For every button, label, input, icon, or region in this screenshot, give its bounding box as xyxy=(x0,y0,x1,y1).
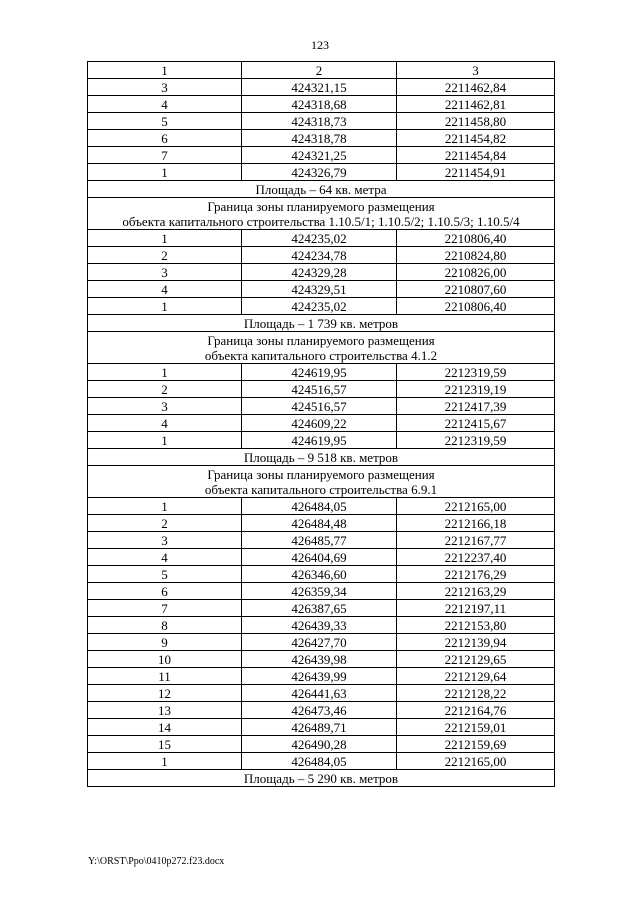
table-row xyxy=(88,79,555,96)
x-coordinate-cell: 424321,15 xyxy=(242,79,397,96)
x-coordinate-cell: 426359,34 xyxy=(242,583,397,600)
area-row xyxy=(88,449,555,466)
x-coordinate-cell: 426439,33 xyxy=(242,617,397,634)
x-coordinate-cell: 426439,99 xyxy=(242,668,397,685)
coordinates-table xyxy=(87,61,555,787)
x-coordinate-cell: 424329,28 xyxy=(242,264,397,281)
point-number-cell: 4 xyxy=(88,281,242,298)
point-number-cell: 13 xyxy=(88,702,242,719)
y-coordinate-cell: 2212153,80 xyxy=(397,617,555,634)
y-coordinate-cell: 2210807,60 xyxy=(397,281,555,298)
point-number-cell: 7 xyxy=(88,600,242,617)
y-coordinate-cell: 2212167,77 xyxy=(397,532,555,549)
x-coordinate-cell: 426387,65 xyxy=(242,600,397,617)
y-coordinate-cell: 2212319,59 xyxy=(397,432,555,449)
table-row xyxy=(88,281,555,298)
y-coordinate-cell: 2211454,82 xyxy=(397,130,555,147)
point-number-cell: 10 xyxy=(88,651,242,668)
y-coordinate-cell: 2212166,18 xyxy=(397,515,555,532)
x-coordinate-cell: 424318,68 xyxy=(242,96,397,113)
x-coordinate-cell: 426490,28 xyxy=(242,736,397,753)
table-header-row xyxy=(88,62,555,79)
y-coordinate-cell: 2212129,64 xyxy=(397,668,555,685)
table-row xyxy=(88,753,555,770)
x-coordinate-cell: 424234,78 xyxy=(242,247,397,264)
table-row xyxy=(88,634,555,651)
table-row xyxy=(88,264,555,281)
section-heading-row xyxy=(88,198,555,230)
x-coordinate-cell: 424619,95 xyxy=(242,364,397,381)
point-number-cell: 2 xyxy=(88,381,242,398)
header-col-2: 2 xyxy=(242,62,397,79)
area-text: Площадь – 9 518 кв. метров xyxy=(88,449,555,466)
y-coordinate-cell: 2212139,94 xyxy=(397,634,555,651)
x-coordinate-cell: 424318,73 xyxy=(242,113,397,130)
y-coordinate-cell: 2212159,69 xyxy=(397,736,555,753)
y-coordinate-cell: 2212417,39 xyxy=(397,398,555,415)
section-heading-line: Граница зоны планируемого размещения xyxy=(207,467,435,482)
point-number-cell: 3 xyxy=(88,79,242,96)
table-row xyxy=(88,668,555,685)
x-coordinate-cell: 424329,51 xyxy=(242,281,397,298)
table-row xyxy=(88,498,555,515)
point-number-cell: 3 xyxy=(88,398,242,415)
section-heading xyxy=(88,198,555,230)
x-coordinate-cell: 424318,78 xyxy=(242,130,397,147)
file-path: Y:\ORST\Ppo\0410p272.f23.docx xyxy=(88,856,225,867)
x-coordinate-cell: 426404,69 xyxy=(242,549,397,566)
y-coordinate-cell: 2212415,67 xyxy=(397,415,555,432)
x-coordinate-cell: 426484,48 xyxy=(242,515,397,532)
area-row xyxy=(88,315,555,332)
table-row xyxy=(88,247,555,264)
point-number-cell: 6 xyxy=(88,130,242,147)
point-number-cell: 3 xyxy=(88,264,242,281)
x-coordinate-cell: 426473,46 xyxy=(242,702,397,719)
y-coordinate-cell: 2212163,29 xyxy=(397,583,555,600)
y-coordinate-cell: 2210806,40 xyxy=(397,230,555,247)
table-row xyxy=(88,298,555,315)
table-row xyxy=(88,364,555,381)
point-number-cell: 4 xyxy=(88,96,242,113)
y-coordinate-cell: 2212164,76 xyxy=(397,702,555,719)
point-number-cell: 5 xyxy=(88,113,242,130)
point-number-cell: 1 xyxy=(88,432,242,449)
section-heading-row xyxy=(88,332,555,364)
table-row xyxy=(88,96,555,113)
table-row xyxy=(88,549,555,566)
point-number-cell: 9 xyxy=(88,634,242,651)
point-number-cell: 8 xyxy=(88,617,242,634)
table-row xyxy=(88,113,555,130)
y-coordinate-cell: 2212197,11 xyxy=(397,600,555,617)
area-row xyxy=(88,181,555,198)
x-coordinate-cell: 426489,71 xyxy=(242,719,397,736)
header-col-1: 1 xyxy=(88,62,242,79)
x-coordinate-cell: 424326,79 xyxy=(242,164,397,181)
page-number: 123 xyxy=(311,38,329,52)
x-coordinate-cell: 424235,02 xyxy=(242,230,397,247)
point-number-cell: 1 xyxy=(88,498,242,515)
table-row xyxy=(88,130,555,147)
y-coordinate-cell: 2211454,84 xyxy=(397,147,555,164)
y-coordinate-cell: 2212319,19 xyxy=(397,381,555,398)
area-text: Площадь – 1 739 кв. метров xyxy=(88,315,555,332)
x-coordinate-cell: 424619,95 xyxy=(242,432,397,449)
x-coordinate-cell: 426484,05 xyxy=(242,498,397,515)
section-heading xyxy=(88,332,555,364)
section-heading-line: объекта капитального строительства 1.10.5/1; 1.10.5/2; 1.10.5/3; 1.10.5/4 xyxy=(122,214,520,229)
table-row xyxy=(88,583,555,600)
y-coordinate-cell: 2211458,80 xyxy=(397,113,555,130)
x-coordinate-cell: 426441,63 xyxy=(242,685,397,702)
x-coordinate-cell: 426427,70 xyxy=(242,634,397,651)
y-coordinate-cell: 2210824,80 xyxy=(397,247,555,264)
point-number-cell: 3 xyxy=(88,532,242,549)
table-row xyxy=(88,617,555,634)
y-coordinate-cell: 2210806,40 xyxy=(397,298,555,315)
x-coordinate-cell: 424516,57 xyxy=(242,398,397,415)
point-number-cell: 4 xyxy=(88,415,242,432)
table-row xyxy=(88,719,555,736)
section-heading-line: Граница зоны планируемого размещения xyxy=(207,199,435,214)
section-heading xyxy=(88,466,555,498)
table-row xyxy=(88,415,555,432)
header-col-3: 3 xyxy=(397,62,555,79)
x-coordinate-cell: 426346,60 xyxy=(242,566,397,583)
table-row xyxy=(88,600,555,617)
x-coordinate-cell: 424235,02 xyxy=(242,298,397,315)
y-coordinate-cell: 2212129,65 xyxy=(397,651,555,668)
point-number-cell: 1 xyxy=(88,364,242,381)
y-coordinate-cell: 2212159,01 xyxy=(397,719,555,736)
point-number-cell: 11 xyxy=(88,668,242,685)
point-number-cell: 1 xyxy=(88,298,242,315)
table-row xyxy=(88,381,555,398)
y-coordinate-cell: 2211454,91 xyxy=(397,164,555,181)
table-row xyxy=(88,432,555,449)
y-coordinate-cell: 2212165,00 xyxy=(397,498,555,515)
section-heading-line: объекта капитального строительства 4.1.2 xyxy=(204,348,438,363)
y-coordinate-cell: 2210826,00 xyxy=(397,264,555,281)
area-row xyxy=(88,770,555,787)
y-coordinate-cell: 2212165,00 xyxy=(397,753,555,770)
point-number-cell: 12 xyxy=(88,685,242,702)
point-number-cell: 1 xyxy=(88,230,242,247)
x-coordinate-cell: 424516,57 xyxy=(242,381,397,398)
x-coordinate-cell: 426439,98 xyxy=(242,651,397,668)
y-coordinate-cell: 2212237,40 xyxy=(397,549,555,566)
table-row xyxy=(88,702,555,719)
y-coordinate-cell: 2211462,81 xyxy=(397,96,555,113)
table-row xyxy=(88,566,555,583)
table-row xyxy=(88,651,555,668)
table-row xyxy=(88,398,555,415)
area-text: Площадь – 64 кв. метра xyxy=(88,181,555,198)
point-number-cell: 15 xyxy=(88,736,242,753)
point-number-cell: 6 xyxy=(88,583,242,600)
point-number-cell: 5 xyxy=(88,566,242,583)
table-row xyxy=(88,515,555,532)
point-number-cell: 14 xyxy=(88,719,242,736)
section-heading-line: Граница зоны планируемого размещения xyxy=(207,333,435,348)
point-number-cell: 1 xyxy=(88,164,242,181)
section-heading-row xyxy=(88,466,555,498)
x-coordinate-cell: 424321,25 xyxy=(242,147,397,164)
table-row xyxy=(88,685,555,702)
y-coordinate-cell: 2212176,29 xyxy=(397,566,555,583)
x-coordinate-cell: 424609,22 xyxy=(242,415,397,432)
table-row xyxy=(88,230,555,247)
x-coordinate-cell: 426485,77 xyxy=(242,532,397,549)
table-row xyxy=(88,532,555,549)
x-coordinate-cell: 426484,05 xyxy=(242,753,397,770)
y-coordinate-cell: 2212128,22 xyxy=(397,685,555,702)
area-text: Площадь – 5 290 кв. метров xyxy=(88,770,555,787)
y-coordinate-cell: 2211462,84 xyxy=(397,79,555,96)
point-number-cell: 7 xyxy=(88,147,242,164)
point-number-cell: 2 xyxy=(88,515,242,532)
point-number-cell: 4 xyxy=(88,549,242,566)
table-row xyxy=(88,736,555,753)
point-number-cell: 1 xyxy=(88,753,242,770)
section-heading-line: объекта капитального строительства 6.9.1 xyxy=(204,482,438,497)
table-body xyxy=(88,79,555,787)
table-row xyxy=(88,164,555,181)
y-coordinate-cell: 2212319,59 xyxy=(397,364,555,381)
point-number-cell: 2 xyxy=(88,247,242,264)
table-row xyxy=(88,147,555,164)
